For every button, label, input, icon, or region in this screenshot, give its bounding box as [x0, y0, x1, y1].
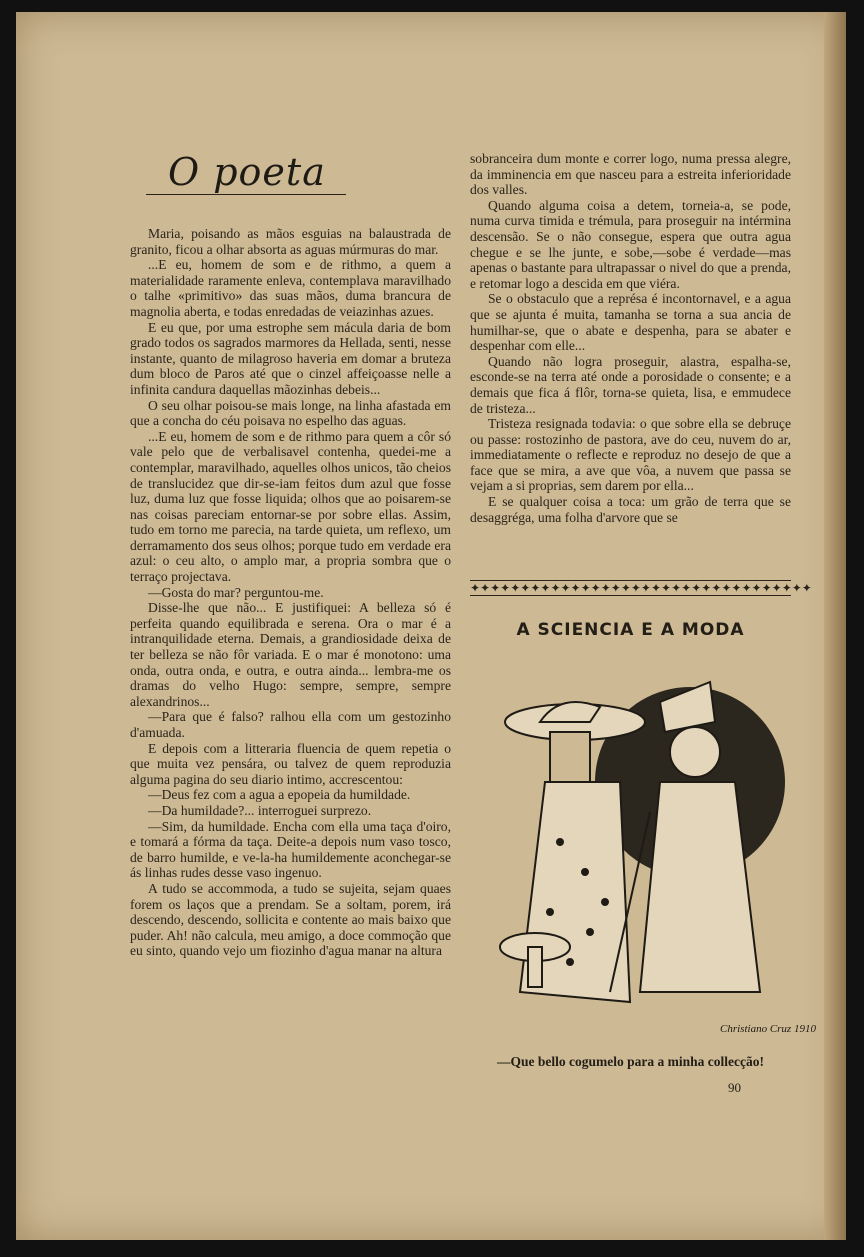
- paragraph: —Para que é falso? ralhou ella com um gestozinho d'amuada.: [130, 709, 451, 740]
- page-spine-shadow: [824, 12, 846, 1240]
- paragraph: —Deus fez com a agua a epopeia da humildade.: [148, 787, 411, 803]
- article-column-left: [130, 226, 451, 959]
- paragraph: sobranceira dum monte e correr logo, numa pressa alegre, da imminencia em que nasceu para a estreita inferioridade dos valles.: [470, 151, 791, 198]
- paragraph: Maria, poisando as mãos esguias na balaustrada de granito, ficou a olhar absorta as aguas múrmuras do mar.: [130, 226, 451, 257]
- paragraph: Quando não logra proseguir, alastra, espalha-se, esconde-se na terra até onde a porosidade o consente; e a demais que fica á flôr, torna-se quieta, lisa, e emmudece de tristeza...: [470, 353, 791, 416]
- page-number: 90: [728, 1080, 741, 1095]
- paragraph: ...E eu, homem de som e de rithmo para quem a côr só vale pelo que de verbalisavel contenha, quedei-me a contemplar, maravilhado, aquelles olhos unicos, tão cheios de translucidez que dir-se-iam feitos dum azul que fosse luz, duma luz que fosse liquida; olhos que ao poisarem-se nas coisas pareciam entornar-se por sobre ellas. Assim, tudo em torno me parecia, na tarde quieta, um reflexo, um derramamento dos seus olhos; porque tudo em verdade era azul: o ceu alto, o amplo mar, a propria sombra que o terraço projectava.: [130, 428, 451, 585]
- article-title: O poeta: [168, 150, 326, 194]
- cartoon-title: A SCIENCIA E A MODA: [516, 620, 745, 640]
- paragraph: Se o obstaculo que a représa é incontornavel, e a agua que se ajunta é muita, tamanha se torna a sua ancia de humilhar-se, que o abate e despenha, para se abater e despenhar com elle...: [470, 291, 791, 354]
- paragraph: E se qualquer coisa a toca: um grão de terra que se desaggréga, uma folha d'arvore que se: [470, 494, 791, 525]
- cartoon-illustration: [490, 662, 816, 1042]
- cartoon-caption: —Que bello cogumelo para a minha collecção!: [497, 1054, 764, 1069]
- paragraph: Quando alguma coisa a detem, torneia-a, se pode, numa curva timida e trémula, para proseguir na intérmina descensão. Se o não consegue, espera que outra agua chegue e se lhe junte, e sobe,—sobe é verdade—mas apenas o bastante para ultrapassar o nivel do que a prenda, e retomar logo a descida em que viéra.: [470, 197, 791, 291]
- paragraph: E depois com a litteraria fluencia de quem repetia o que muita vez pensára, ou talvez de quem reproduzia alguma pagina do seu diario intimo, accrescentou:: [130, 740, 451, 787]
- paragraph: ...E eu, homem de som e de rithmo, a quem a materialidade raramente enleva, contemplava maravilhado o talhe «primitivo» das suas mãos, duma brancura de magnolia aberta, e todas enredadas de veiazinhas azues.: [130, 257, 451, 319]
- artist-signature: Christiano Cruz 1910: [720, 1023, 816, 1035]
- paragraph: Disse-lhe que não... E justifiquei: A belleza só é perfeita quando equilibrada e serena. Ora o mar é a intranquilidade eterna. Demais, a grandiosidade deixa de ter belleza se não fôr variada. E o mar é monotono: uma onda, outra onda, e outra, e outra ainda... lembra-me os dramas do velho Hugo: sempre, sempre, sempre alexandrinos...: [130, 600, 451, 709]
- title-underline: [146, 194, 346, 195]
- magazine-page: [16, 12, 846, 1240]
- paragraph: E eu que, por uma estrophe sem mácula daria de bom grado todos os sagrados marmores da Hellada, senti, nesse instante, quanto de milagroso haveria em domar a bruteza dum bloco de Paros até que o cinzel affeiçoasse nelle a infinita candura daquellas mãozinhas debeis...: [130, 319, 451, 397]
- article-column-right: [470, 151, 791, 525]
- paragraph: —Da humildade?... interroguei surprezo.: [148, 802, 372, 818]
- paragraph: A tudo se accommoda, a tudo se sujeita, sejam quaes forem os laços que a prendam. Se a soltam, porem, irá descendo, descendo, sollicita e contente ao mais baixo que puder. Ah! não calcula, meu amigo, a doce commoção que eu sinto, quando vejo um fiozinho d'agua manar na altura: [130, 880, 451, 959]
- paragraph: O seu olhar poisou-se mais longe, na linha afastada em que a concha do céu poisava no espelho das aguas.: [130, 397, 451, 429]
- ornamental-divider: ✦✦✦✦✦✦✦✦✦✦✦✦✦✦✦✦✦✦✦✦✦✦✦✦✦✦✦✦✦✦✦✦✦✦: [470, 581, 812, 595]
- paragraph: —Gosta do mar? perguntou-me.: [148, 584, 324, 600]
- paragraph: Tristeza resignada todavia: o que sobre ella se debruçe ou passe: rostozinho de pastora, ave do ceu, nuvem do ar, immediatamente o reflecte e reproduz no desejo de que a face que se mira, a ave que vôa, a nuvem que passa se vejam a si proprias, sem darem por ella...: [470, 416, 791, 494]
- paragraph: —Sim, da humildade. Encha com ella uma taça d'oiro, e tomará a fórma da taça. Deite-a depois num vaso tosco, de barro humilde, e ve-la-ha humildemente aconchegar-se ás linhas rudes desse vaso ingenuo.: [130, 818, 451, 881]
